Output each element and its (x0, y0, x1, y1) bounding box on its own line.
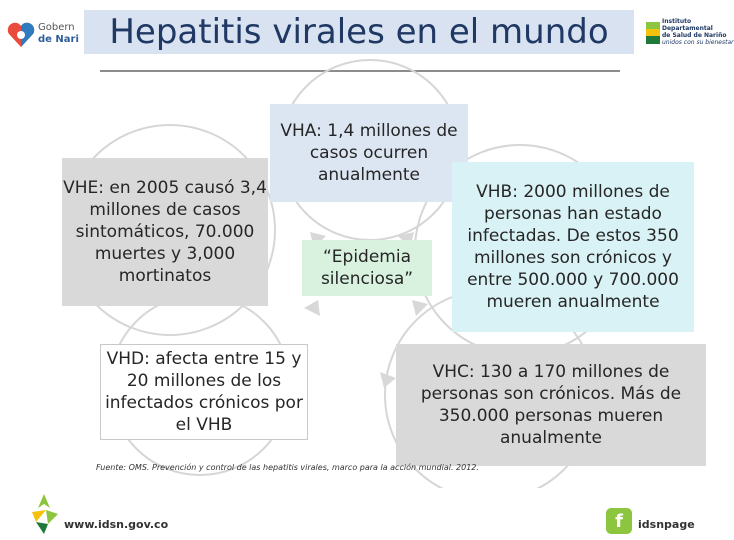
facebook-letter: f (615, 510, 623, 532)
vhb-text: VHB: 2000 millones de personas han estado infectadas. De estos 350 millones son crónicos y entre 500.000 y 700.000 mueren anualmente (467, 182, 679, 312)
vhe-box (62, 158, 268, 306)
page-title: Hepatitis virales en el mundo (109, 12, 609, 52)
people-logo-icon (22, 490, 66, 536)
logo-right-line3: de Salud de Nariño (662, 32, 727, 39)
vhd-box (100, 344, 308, 440)
source-citation: Fuente: OMS. Prevención y control de las hepatitis virales, marco para la acción mundial. 2012. (96, 463, 479, 472)
arrow-lower-left (304, 300, 320, 316)
vha-box (270, 104, 468, 202)
website-link[interactable]: www.idsn.gov.co (64, 518, 169, 531)
vhd-text: VHD: afecta entre 15 y 20 millones de los infectados crónicos por el VHB (105, 349, 303, 435)
center-box (302, 240, 432, 296)
vhc-text: VHC: 130 a 170 millones de personas son crónicos. Más de 350.000 personas mueren anualmente (420, 362, 682, 448)
logo-right-line4: unidos con su bienestar (662, 39, 734, 46)
center-text: “Epidemia silenciosa” (320, 247, 414, 289)
logo-right-line1: Instituto (662, 18, 692, 25)
vhe-text: VHE: en 2005 causó 3,4 millones de casos sintomáticos, 70.000 muertes y 3,000 mortinatos (63, 178, 267, 286)
arrow-lower-right (412, 300, 428, 316)
footer (0, 488, 720, 540)
vhc-box (396, 344, 706, 466)
logo-left-line1: Gobern (38, 22, 75, 33)
facebook-icon[interactable] (606, 508, 632, 534)
facebook-page-link[interactable]: idsnpage (638, 518, 695, 531)
logo-right-line2: Departamental (662, 25, 713, 32)
logo-left-line2: de Nari (38, 34, 79, 45)
vha-text: VHA: 1,4 millones de casos ocurren anualmente (280, 121, 458, 185)
vhb-box (452, 162, 694, 332)
